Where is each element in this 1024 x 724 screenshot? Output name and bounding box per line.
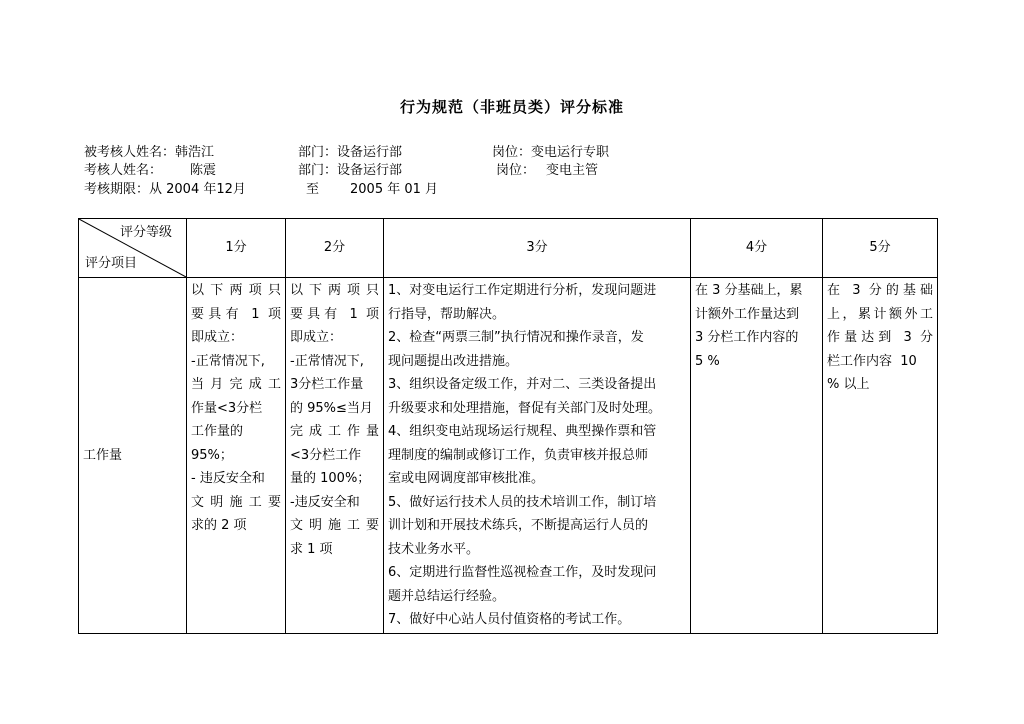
header-score-5: 5分 xyxy=(823,219,938,278)
criteria-line: 题并总结运行经验。 xyxy=(388,588,506,604)
criteria-score-5 xyxy=(823,278,938,634)
criteria-line: -正常情况下, xyxy=(290,353,364,369)
criteria-line: 求的 2 项 xyxy=(191,518,247,533)
criteria-line: 即成立： xyxy=(191,330,244,345)
criteria-line: 作量达到 3 分 xyxy=(827,330,933,345)
header-score-4: 4分 xyxy=(691,219,823,278)
criteria-line: 7、做好中心站人员付值资格的考试工作。 xyxy=(388,612,631,627)
criteria-score-3 xyxy=(384,278,691,634)
criteria-line: 在 3 分基础上，累 xyxy=(695,283,803,298)
criteria-line: 2、检查“两票三制”执行情况和操作录音，发 xyxy=(388,330,644,345)
criteria-line: 技术业务水平。 xyxy=(388,541,480,557)
corner-cell xyxy=(79,219,187,278)
examiner-post: 变电主管 xyxy=(546,163,599,178)
criteria-line: 4、组织变电站现场运行规程、典型操作票和管 xyxy=(388,424,657,439)
criteria-line: 6、定期进行监督性巡视检查工作，及时发现问 xyxy=(388,565,657,580)
period-to: 至 xyxy=(306,182,320,197)
criteria-line: 训计划和开展技术练兵，不断提高运行人员的 xyxy=(388,518,649,533)
criteria-line: 在 3 分的基础 xyxy=(827,283,933,298)
criteria-score-1 xyxy=(187,278,286,634)
criteria-line: 以下两项只 xyxy=(191,283,281,298)
header-score-1: 1分 xyxy=(187,219,286,278)
header-row xyxy=(79,219,938,278)
criteria-line: 即成立： xyxy=(290,330,343,345)
criteria-score-4 xyxy=(691,278,823,634)
criteria-line: 要具有 1 项 xyxy=(191,306,281,322)
criteria-line: 作量<3分栏 xyxy=(191,400,263,416)
criteria-line: 文明施工要 xyxy=(290,518,379,533)
workload-row xyxy=(79,278,938,634)
criteria-line: 升级要求和处理措施，督促有关部门及时处理。 xyxy=(388,400,662,416)
examinee-dept: 部门：设备运行部 xyxy=(298,145,403,160)
criteria-line: % 以上 xyxy=(827,377,870,392)
examinee-post: 岗位：变电运行专职 xyxy=(492,145,610,160)
criteria-line: 现问题提出改进措施。 xyxy=(388,353,519,369)
header-score-3: 3分 xyxy=(384,219,691,278)
criteria-line: 要具有 1 项 xyxy=(290,306,379,322)
examinee-name: 被考核人姓名：韩浩江 xyxy=(84,145,215,160)
criteria-line: 完成工作量 xyxy=(290,424,379,439)
criteria-line: - 违反安全和 xyxy=(191,471,265,486)
criteria-score-2 xyxy=(286,278,384,634)
criteria-line: 3分栏工作量 xyxy=(290,377,364,392)
criteria-line: 当月完成工 xyxy=(191,377,281,392)
corner-item-label: 评分项目 xyxy=(85,255,138,271)
criteria-line: 计额外工作量达到 xyxy=(695,306,800,322)
examiner-post-label: 岗位： xyxy=(496,163,536,178)
criteria-line: -违反安全和 xyxy=(290,494,360,510)
criteria-line: 室或电网调度部审核批准。 xyxy=(388,471,545,486)
criteria-line: 工作量的 95%； xyxy=(191,424,244,463)
criteria-line: 文明施工要 xyxy=(191,494,281,510)
examiner-dept: 部门：设备运行部 xyxy=(298,163,403,178)
period-end: 2005 年 01 月 xyxy=(350,182,439,197)
period-start: 考核期限：从 2004 年12月 xyxy=(84,182,246,197)
criteria-line: 的 95%≤当月 xyxy=(290,400,373,416)
criteria-line: 5 % xyxy=(695,353,720,369)
criteria-line: 3、组织设备定级工作，并对二、三类设备提出 xyxy=(388,377,657,392)
criteria-line: 以下两项只 xyxy=(290,283,379,298)
examiner-label: 考核人姓名： xyxy=(84,163,163,178)
scoring-table xyxy=(78,218,938,634)
criteria-line: 上，累计额外工 xyxy=(827,306,933,322)
header-score-2: 2分 xyxy=(286,219,384,278)
criteria-line: 1、对变电运行工作定期进行分析，发现问题进 xyxy=(388,283,657,298)
criteria-line: 行指导，帮助解决。 xyxy=(388,306,506,322)
criteria-line: 理制度的编制或修订工作，负责审核并报总师 xyxy=(388,447,649,463)
criteria-line: -正常情况下, xyxy=(191,353,265,369)
criteria-line: <3分栏工作 xyxy=(290,447,362,463)
document-title: 行为规范（非班员类）评分标准 xyxy=(399,98,624,116)
criteria-line: 3 分栏工作内容的 xyxy=(695,330,799,345)
criteria-line: 求 1 项 xyxy=(290,541,333,557)
criteria-line: 量的 100%； xyxy=(290,471,371,486)
item-workload: 工作量 xyxy=(79,278,187,634)
criteria-line: 5、做好运行技术人员的技术培训工作，制订培 xyxy=(388,494,657,510)
examiner-name: 陈震 xyxy=(190,163,217,178)
corner-grade-label: 评分等级 xyxy=(119,225,172,240)
criteria-line: 栏工作内容 10 xyxy=(827,353,917,369)
